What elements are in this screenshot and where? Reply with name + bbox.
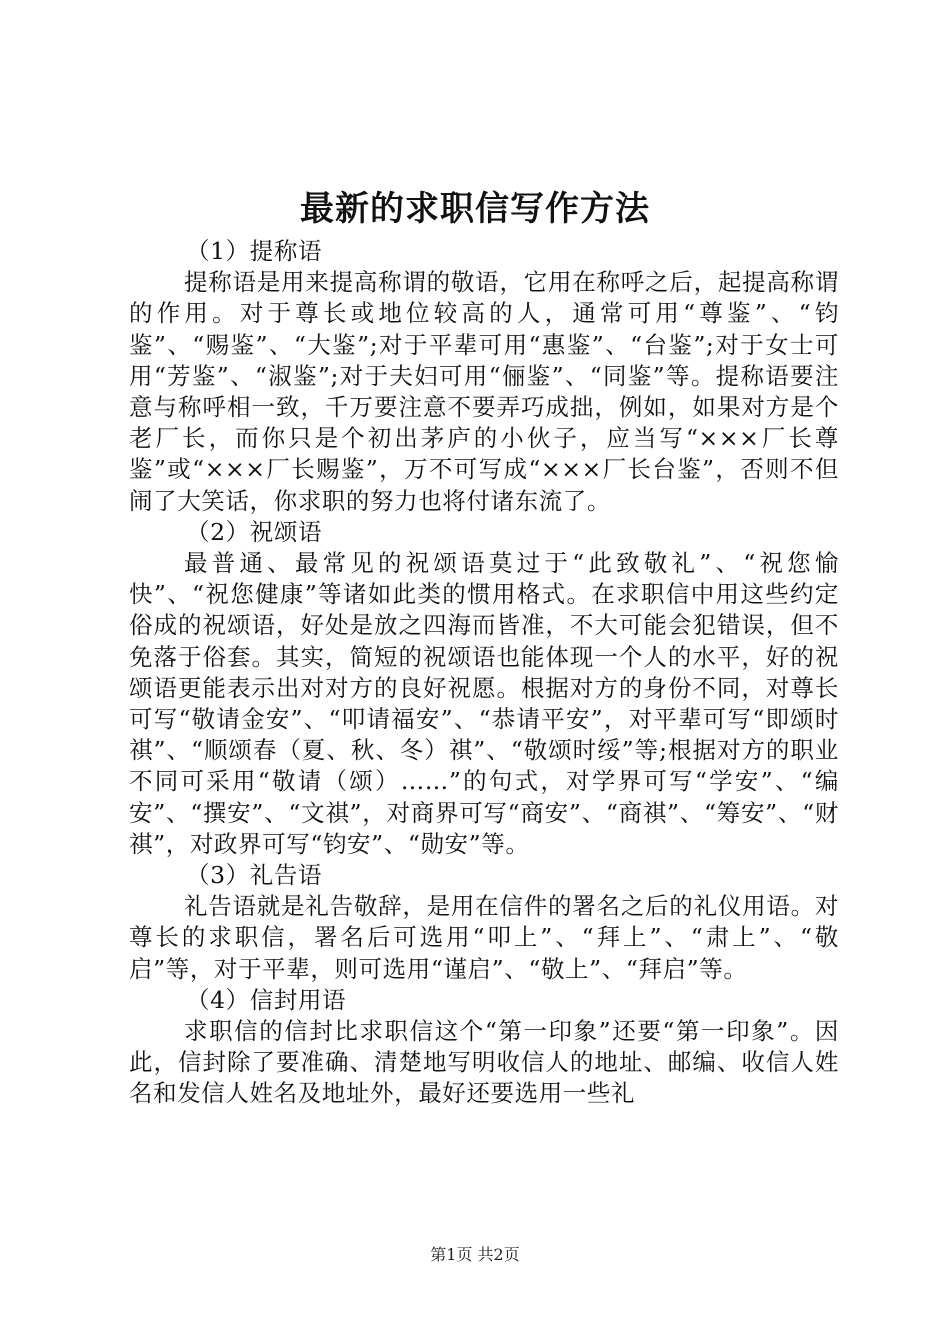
section-heading-1: （1）提称语 <box>186 237 323 265</box>
page-number-footer: 第1页 共2页 <box>430 1245 520 1264</box>
section-paragraph-1: 提称语是用来提高称谓的敬语，它用在称呼之后，起提高称谓的作用。对于尊长或地位较高的人，通常可用“尊鉴”、“钧鉴”、“赐鉴”、“大鉴”;对于平辈可用“惠鉴”、“台鉴”;对于女士可用“芳鉴”、“淑鉴”;对于夫妇可用“俪鉴”、“同鉴”等。提称语要注意与称呼相一致，千万要注意不要弄巧成拙，例如，如果对方是个老厂长，而你只是个初出茅庐的小伙子，应当写“×××厂长尊鉴”或“×××厂长赐鉴”，万不可写成“×××厂长台鉴”，否则不但闹了大笑话，你求职的努力也将付诸东流了。 <box>129 268 839 515</box>
section-paragraph-3: 礼告语就是礼告敬辞，是用在信件的署名之后的礼仪用语。对尊长的求职信，署名后可选用“叩上”、“拜上”、“肃上”、“敬启”等，对于平辈，则可选用“谨启”、“敬上”、“拜启”等。 <box>129 892 839 983</box>
section-heading-2: （2）祝颂语 <box>186 517 323 546</box>
document-body <box>129 236 839 1110</box>
section-heading-3: （3）礼告语 <box>186 861 323 890</box>
section-paragraph-4: 求职信的信封比求职信这个“第一印象”还要“第一印象”。因此，信封除了要准确、清楚地写明收信人的地址、邮编、收信人姓名和发信人姓名及地址外，最好还要选用一些礼 <box>129 1017 839 1108</box>
section-paragraph-2: 最普通、最常见的祝颂语莫过于“此致敬礼”、“祝您愉快”、“祝您健康”等诸如此类的惯用格式。在求职信中用这些约定俗成的祝颂语，好处是放之四海而皆准，不大可能会犯错误，但不免落于俗套。其实，简短的祝颂语也能体现一个人的水平，好的祝颂语更能表示出对对方的良好祝愿。根据对方的身份不同，对尊长可写“敬请金安”、“叩请福安”、“恭请平安”，对平辈可写“即颂时祺”、“顺颂春（夏、秋、冬）祺”、“敬颂时绥”等;根据对方的职业不同可采用“敬请（颂）……”的句式，对学界可写“学安”、“编安”、“撰安”、“文祺”，对商界可写“商安”、“商祺”、“筹安”、“财祺”，对政界可写“钧安”、“勋安”等。 <box>129 549 839 858</box>
document-title: 最新的求职信写作方法 <box>300 189 650 229</box>
section-heading-4: （4）信封用语 <box>186 985 347 1014</box>
